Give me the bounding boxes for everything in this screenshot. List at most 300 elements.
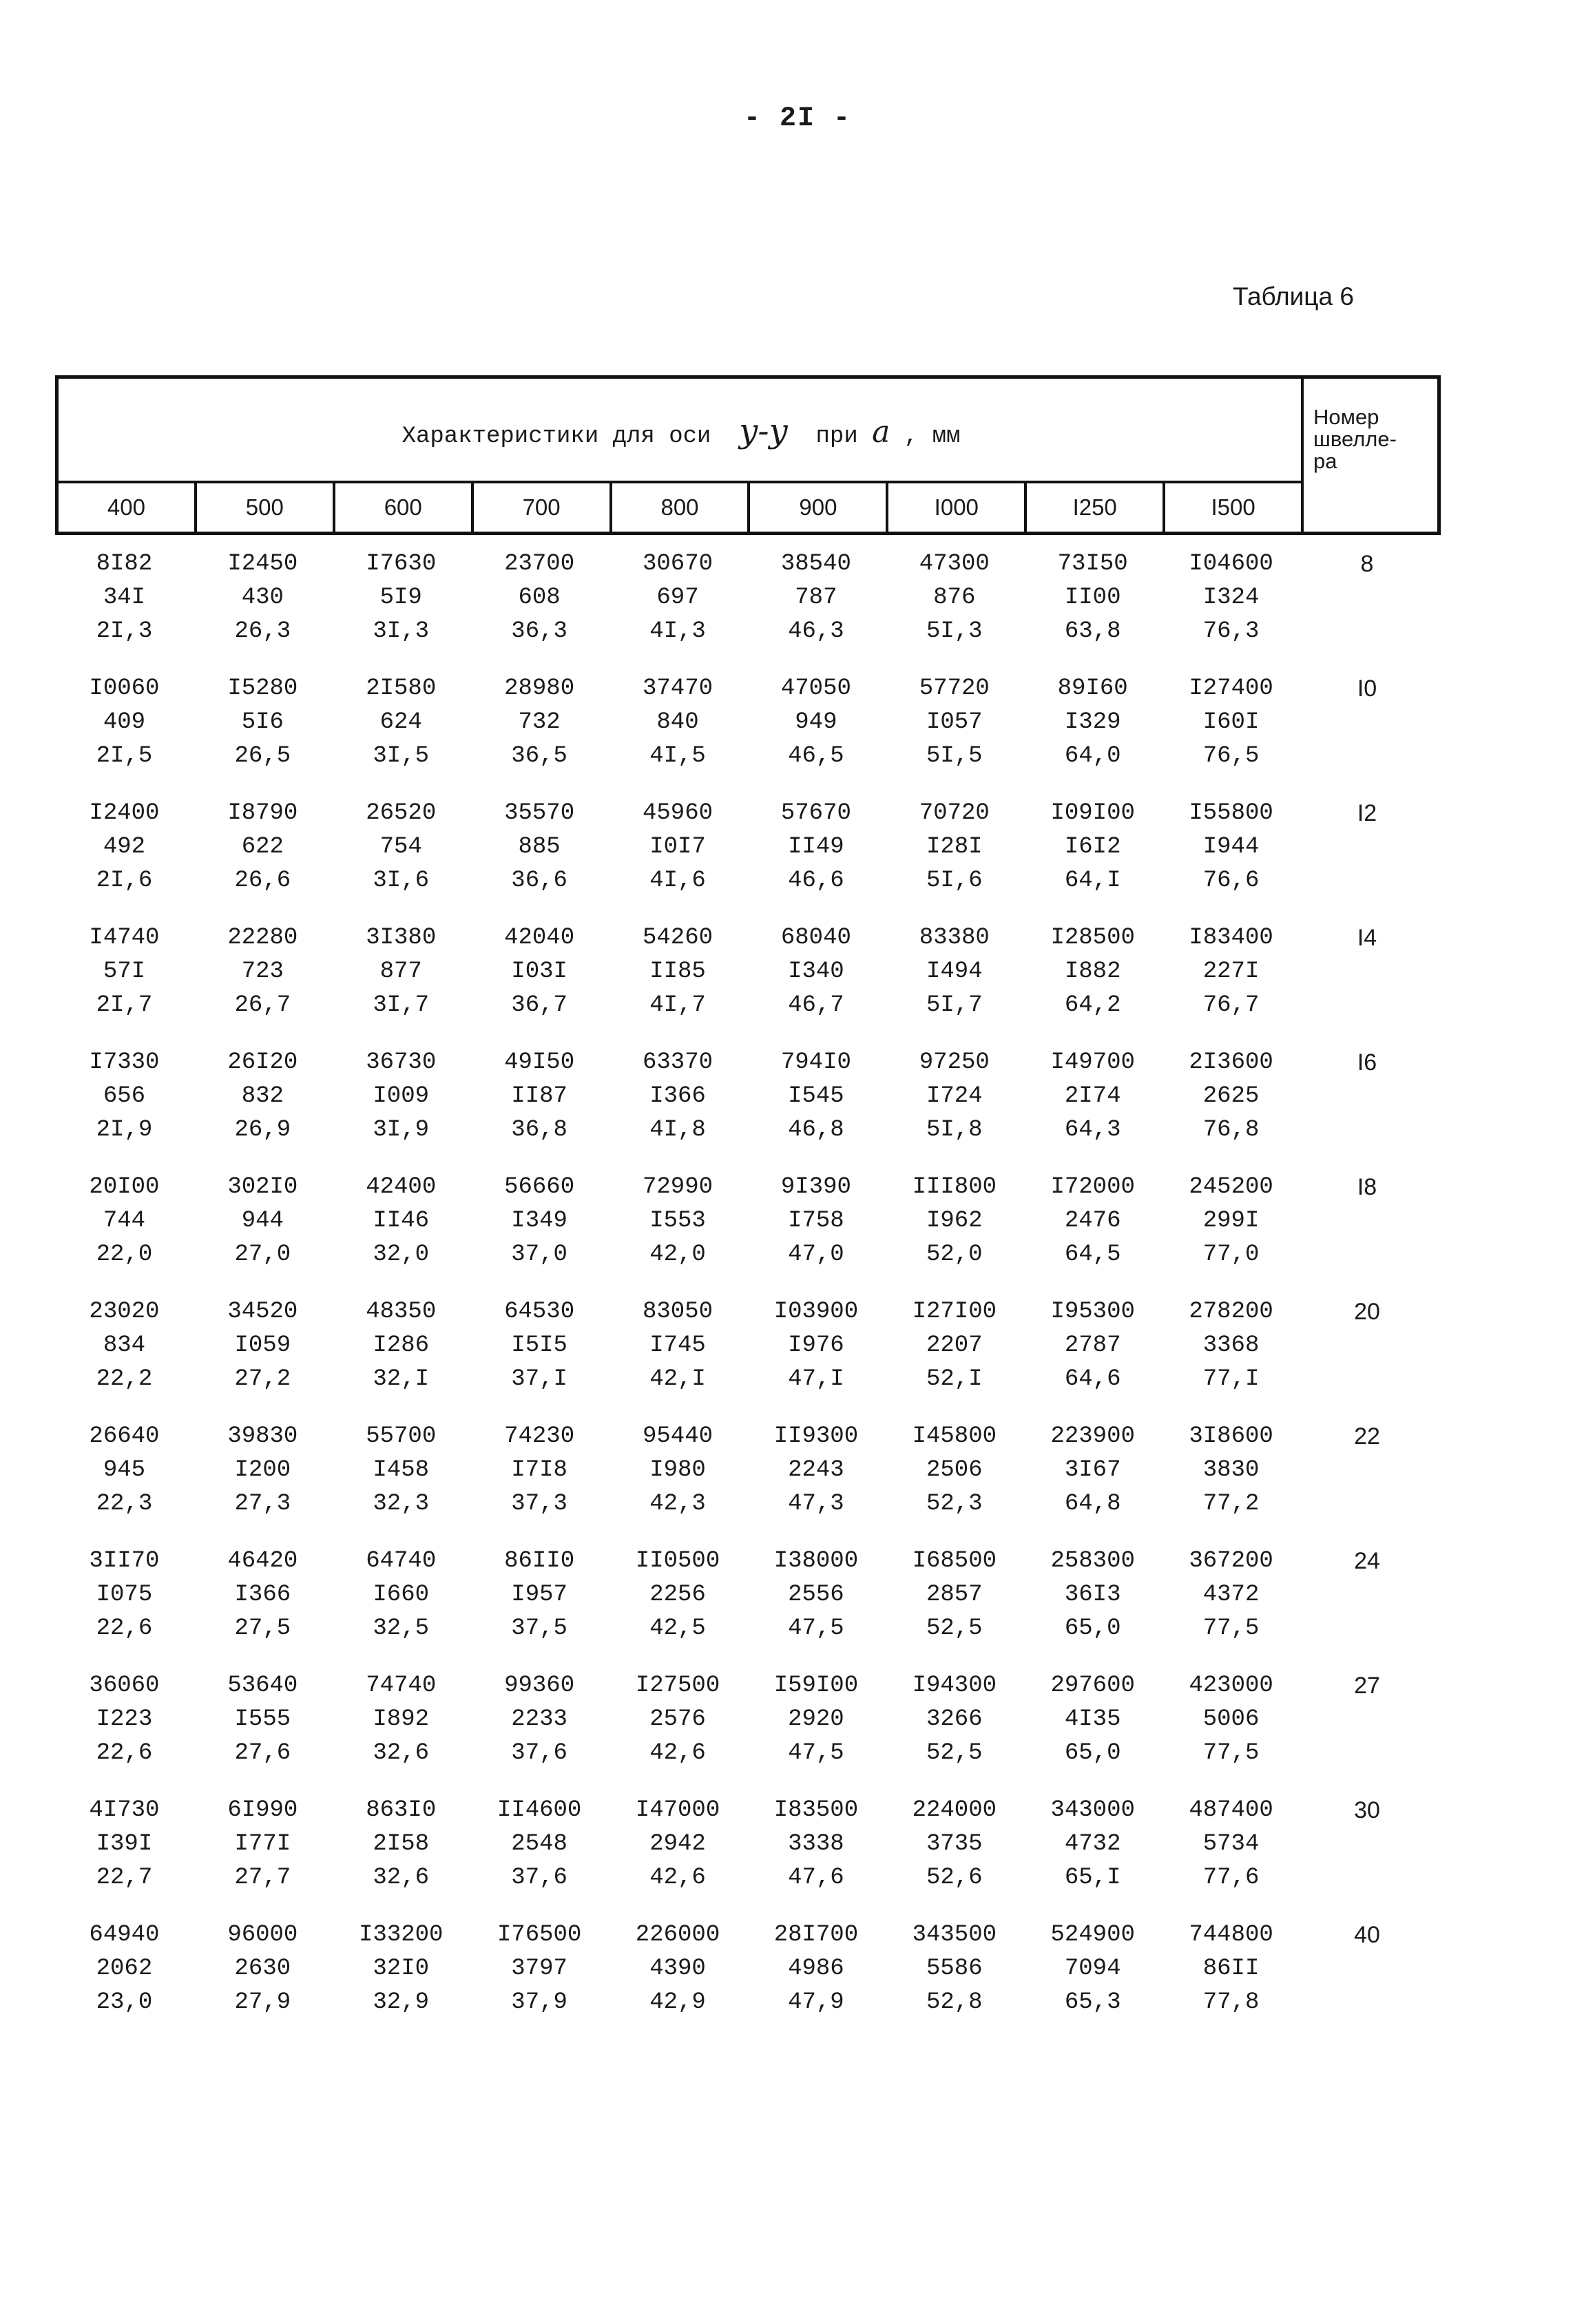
table-cell: 53640 xyxy=(227,1673,298,1699)
table-cell: 2630 xyxy=(234,1956,291,1982)
value-column xyxy=(55,1295,194,1420)
value-column xyxy=(332,1046,470,1171)
table-cell: I45800 xyxy=(912,1423,997,1449)
table-cell: 76,7 xyxy=(1202,992,1260,1018)
table-cell: 723 xyxy=(241,959,284,985)
table-cell: I33200 xyxy=(359,1922,444,1948)
table-cell: 409 xyxy=(103,709,146,735)
table-header xyxy=(55,375,1441,535)
value-column xyxy=(885,1918,1023,2043)
table-cell: 47050 xyxy=(780,676,851,702)
table-cell: I892 xyxy=(373,1706,430,1732)
header-title xyxy=(59,412,1304,450)
table-cell: 4I,6 xyxy=(649,868,706,894)
value-column xyxy=(747,1171,885,1295)
value-column xyxy=(747,1545,885,1669)
value-column xyxy=(1023,1794,1162,1918)
table-cell: 57I xyxy=(103,959,146,985)
table-cell: 86II0 xyxy=(504,1548,575,1574)
value-column xyxy=(55,797,194,921)
table-cell: I09I00 xyxy=(1050,800,1135,826)
row-values xyxy=(55,1295,1300,1420)
value-column xyxy=(747,1669,885,1794)
value-column xyxy=(885,547,1023,672)
table-cell: 26I20 xyxy=(227,1049,298,1076)
table-cell: 278200 xyxy=(1189,1299,1273,1325)
value-column xyxy=(1162,921,1300,1046)
table-cell: 76,8 xyxy=(1202,1117,1260,1143)
channel-number: I8 xyxy=(1357,1174,1377,1200)
table-cell: I366 xyxy=(649,1083,706,1109)
table-cell: I59I00 xyxy=(773,1673,859,1699)
table-cell: 32,6 xyxy=(373,1865,430,1891)
table-cell: 5I,8 xyxy=(926,1117,983,1143)
value-column xyxy=(1162,1794,1300,1918)
table-cell: II4600 xyxy=(497,1797,582,1823)
value-column xyxy=(1162,1669,1300,1794)
value-column xyxy=(609,1420,747,1545)
table-cell: I95300 xyxy=(1050,1299,1135,1325)
table-cell: 492 xyxy=(103,834,146,860)
value-column xyxy=(55,547,194,672)
value-column xyxy=(332,1295,470,1420)
table-cell: 2506 xyxy=(926,1457,983,1483)
value-column xyxy=(470,1545,609,1669)
table-cell: 832 xyxy=(241,1083,284,1109)
row-values xyxy=(55,921,1300,1046)
table-cell: I366 xyxy=(234,1582,291,1608)
table-cell: 2I580 xyxy=(366,676,437,702)
table-cell: 47,5 xyxy=(788,1615,844,1642)
table-cell: I075 xyxy=(96,1582,153,1608)
table-cell: 2576 xyxy=(649,1706,706,1732)
table-cell: I349 xyxy=(511,1208,567,1234)
table-cell: 3I,7 xyxy=(373,992,430,1018)
table-cell: 27,9 xyxy=(234,1989,291,2016)
table-cell: 47300 xyxy=(919,551,990,577)
table-cell: 47,9 xyxy=(788,1989,844,2016)
table-cell: I882 xyxy=(1064,959,1121,985)
table-cell: 49I50 xyxy=(504,1049,575,1076)
value-column xyxy=(470,1794,609,1918)
table-cell: 3830 xyxy=(1202,1457,1260,1483)
table-cell: 47,6 xyxy=(788,1865,844,1891)
table-cell: 8I82 xyxy=(96,551,153,577)
table-cell: I8790 xyxy=(227,800,298,826)
table-cell: 38540 xyxy=(780,551,851,577)
table-cell: 3I67 xyxy=(1064,1457,1121,1483)
table-cell: 45960 xyxy=(642,800,713,826)
table-cell: 34I xyxy=(103,585,146,611)
table-cell: 3I8600 xyxy=(1189,1423,1273,1449)
table-cell: I03I xyxy=(511,959,567,985)
table-cell: I7330 xyxy=(89,1049,160,1076)
table-cell: I27I00 xyxy=(912,1299,997,1325)
table-cell: 54260 xyxy=(642,925,713,951)
table-cell: 64,5 xyxy=(1064,1242,1121,1268)
table-cell: 949 xyxy=(795,709,837,735)
table-cell: 22,0 xyxy=(96,1242,153,1268)
table-cell: 64530 xyxy=(504,1299,575,1325)
value-column xyxy=(55,1918,194,2043)
value-column xyxy=(885,1171,1023,1295)
table-cell: 42,3 xyxy=(649,1491,706,1517)
table-cell: 885 xyxy=(518,834,561,860)
table-cell: 37,3 xyxy=(511,1491,567,1517)
table-cell: 37,9 xyxy=(511,1989,567,2016)
table-cell: I0060 xyxy=(89,676,160,702)
value-column xyxy=(609,1046,747,1171)
value-column xyxy=(1162,672,1300,797)
value-column xyxy=(609,672,747,797)
header-title-prefix: Характеристики для оси xyxy=(402,423,711,450)
table-cell: I545 xyxy=(788,1083,844,1109)
value-column xyxy=(747,1046,885,1171)
table-cell: I745 xyxy=(649,1332,706,1359)
table-cell: II9300 xyxy=(773,1423,859,1449)
table-cell: 37,I xyxy=(511,1366,567,1392)
table-cell: 47,3 xyxy=(788,1491,844,1517)
table-cell: 63370 xyxy=(642,1049,713,1076)
table-cell: I68500 xyxy=(912,1548,997,1574)
table-cell: II49 xyxy=(788,834,844,860)
table-cell: 5I,3 xyxy=(926,618,983,645)
table-cell: I60I xyxy=(1202,709,1260,735)
table-cell: II46 xyxy=(373,1208,430,1234)
table-cell: 732 xyxy=(518,709,561,735)
table-cell: 20I00 xyxy=(89,1174,160,1200)
table-row xyxy=(55,1171,1441,1295)
channel-number: 27 xyxy=(1354,1673,1380,1699)
channel-number: I2 xyxy=(1357,800,1377,826)
table-cell: 2233 xyxy=(511,1706,567,1732)
table-cell: I458 xyxy=(373,1457,430,1483)
table-cell: 36060 xyxy=(89,1673,160,1699)
value-column xyxy=(470,1046,609,1171)
table-cell: 430 xyxy=(241,585,284,611)
header-title-cell xyxy=(59,379,1304,483)
table-cell: 28I700 xyxy=(773,1922,859,1948)
table-cell: 3I,6 xyxy=(373,868,430,894)
table-cell: 26,9 xyxy=(234,1117,291,1143)
table-cell: 5734 xyxy=(1202,1831,1260,1857)
table-cell: 7094 xyxy=(1064,1956,1121,1982)
table-cell: I2400 xyxy=(89,800,160,826)
value-column xyxy=(747,672,885,797)
table-cell: 2I3600 xyxy=(1189,1049,1273,1076)
value-column xyxy=(609,547,747,672)
table-cell: 64,0 xyxy=(1064,743,1121,769)
value-column xyxy=(55,1046,194,1171)
table-cell: 26,6 xyxy=(234,868,291,894)
table-cell: 226000 xyxy=(635,1922,720,1948)
table-cell: 787 xyxy=(795,585,837,611)
table-cell: 36730 xyxy=(366,1049,437,1076)
table-cell: 4I,7 xyxy=(649,992,706,1018)
table-cell: I758 xyxy=(788,1208,844,1234)
row-values xyxy=(55,1918,1300,2043)
column-header: 700 xyxy=(474,483,612,532)
value-column xyxy=(194,921,332,1046)
table-cell: 32,I xyxy=(373,1366,430,1392)
table-cell: 487400 xyxy=(1189,1797,1273,1823)
value-column xyxy=(885,672,1023,797)
channel-number: I4 xyxy=(1357,925,1377,951)
table-cell: 65,3 xyxy=(1064,1989,1121,2016)
table-cell: 99360 xyxy=(504,1673,575,1699)
table-cell: 37,6 xyxy=(511,1740,567,1766)
table-cell: I059 xyxy=(234,1332,291,1359)
table-cell: 2I,9 xyxy=(96,1117,153,1143)
table-cell: 37,5 xyxy=(511,1615,567,1642)
table-cell: 23020 xyxy=(89,1299,160,1325)
table-cell: 32,5 xyxy=(373,1615,430,1642)
table-cell: 367200 xyxy=(1189,1548,1273,1574)
table-cell: 4732 xyxy=(1064,1831,1121,1857)
table-cell: 3I,5 xyxy=(373,743,430,769)
table-cell: 77,2 xyxy=(1202,1491,1260,1517)
value-column xyxy=(332,797,470,921)
table-cell: 64,6 xyxy=(1064,1366,1121,1392)
table-row xyxy=(55,672,1441,797)
table-cell: 42,0 xyxy=(649,1242,706,1268)
value-column xyxy=(609,797,747,921)
column-header: 900 xyxy=(750,483,888,532)
value-column xyxy=(609,1171,747,1295)
value-column xyxy=(609,1669,747,1794)
table-cell: 52,3 xyxy=(926,1491,983,1517)
value-column xyxy=(747,921,885,1046)
table-cell: 32,0 xyxy=(373,1242,430,1268)
table-row xyxy=(55,1545,1441,1669)
value-column xyxy=(747,547,885,672)
value-column xyxy=(1023,1669,1162,1794)
table-cell: 97250 xyxy=(919,1049,990,1076)
table-cell: 26640 xyxy=(89,1423,160,1449)
table-cell: I83500 xyxy=(773,1797,859,1823)
channel-number: 8 xyxy=(1360,551,1374,577)
table-cell: 34520 xyxy=(227,1299,298,1325)
table-cell: 2548 xyxy=(511,1831,567,1857)
table-row xyxy=(55,1794,1441,1918)
table-cell: 64740 xyxy=(366,1548,437,1574)
table-cell: I04600 xyxy=(1189,551,1273,577)
value-column xyxy=(1023,1295,1162,1420)
table-row xyxy=(55,1295,1441,1420)
table-cell: 22280 xyxy=(227,925,298,951)
value-column xyxy=(194,547,332,672)
table-cell: 77,I xyxy=(1202,1366,1260,1392)
channel-number: 24 xyxy=(1354,1548,1380,1574)
table-cell: 46420 xyxy=(227,1548,298,1574)
value-column xyxy=(332,1545,470,1669)
table-cell: 4390 xyxy=(649,1956,706,1982)
table-cell: 77,6 xyxy=(1202,1865,1260,1891)
value-column xyxy=(1162,1295,1300,1420)
table-cell: 27,2 xyxy=(234,1366,291,1392)
value-column xyxy=(885,1794,1023,1918)
table-cell: 22,6 xyxy=(96,1615,153,1642)
value-column xyxy=(1023,797,1162,921)
table-cell: 3735 xyxy=(926,1831,983,1857)
value-column xyxy=(1162,547,1300,672)
table-cell: I200 xyxy=(234,1457,291,1483)
table-cell: 834 xyxy=(103,1332,146,1359)
table-cell: 877 xyxy=(379,959,422,985)
table-cell: 70720 xyxy=(919,800,990,826)
table-cell: 343000 xyxy=(1050,1797,1135,1823)
table-cell: 4I35 xyxy=(1064,1706,1121,1732)
value-column xyxy=(1162,797,1300,921)
table-cell: I39I xyxy=(96,1831,153,1857)
table-cell: 6I990 xyxy=(227,1797,298,1823)
table-body xyxy=(55,547,1441,2043)
table-cell: 4I,8 xyxy=(649,1117,706,1143)
table-cell: 55700 xyxy=(366,1423,437,1449)
table-cell: 86II xyxy=(1202,1956,1260,1982)
table-cell: I27400 xyxy=(1189,676,1273,702)
value-column xyxy=(194,1420,332,1545)
value-column xyxy=(55,1171,194,1295)
value-column xyxy=(747,797,885,921)
table-cell: 73I50 xyxy=(1057,551,1128,577)
table-cell: 343500 xyxy=(912,1922,997,1948)
channel-number-header: Номер швелле- ра xyxy=(1313,405,1397,473)
table-cell: 5586 xyxy=(926,1956,983,1982)
value-column xyxy=(885,1669,1023,1794)
table-cell: 57670 xyxy=(780,800,851,826)
table-cell: 223900 xyxy=(1050,1423,1135,1449)
value-column xyxy=(1023,1420,1162,1545)
table-cell: 64,3 xyxy=(1064,1117,1121,1143)
table-cell: 2I,6 xyxy=(96,868,153,894)
table-cell: I7I8 xyxy=(511,1457,567,1483)
value-column xyxy=(332,672,470,797)
table-cell: 42,6 xyxy=(649,1740,706,1766)
table-cell: 77,8 xyxy=(1202,1989,1260,2016)
table-cell: I72000 xyxy=(1050,1174,1135,1200)
table-cell: 77,5 xyxy=(1202,1615,1260,1642)
axis-symbol: y-y xyxy=(739,412,788,450)
table-row xyxy=(55,1918,1441,2043)
table-cell: 3368 xyxy=(1202,1332,1260,1359)
table-cell: 9I390 xyxy=(780,1174,851,1200)
table-cell: 944 xyxy=(241,1208,284,1234)
table-cell: 22,6 xyxy=(96,1740,153,1766)
value-column xyxy=(332,1669,470,1794)
table-cell: 3338 xyxy=(788,1831,844,1857)
table-cell: I7630 xyxy=(366,551,437,577)
value-column xyxy=(332,1794,470,1918)
column-header: 400 xyxy=(59,483,197,532)
table-cell: 52,I xyxy=(926,1366,983,1392)
table-cell: 4986 xyxy=(788,1956,844,1982)
table-cell: 224000 xyxy=(912,1797,997,1823)
table-cell: 96000 xyxy=(227,1922,298,1948)
table-cell: 47,5 xyxy=(788,1740,844,1766)
table-cell: 4I,3 xyxy=(649,618,706,645)
value-column xyxy=(194,1295,332,1420)
table-cell: 26,3 xyxy=(234,618,291,645)
table-row xyxy=(55,797,1441,921)
table-cell: 95440 xyxy=(642,1423,713,1449)
table-cell: 2857 xyxy=(926,1582,983,1608)
table-cell: I660 xyxy=(373,1582,430,1608)
table-cell: 42,6 xyxy=(649,1865,706,1891)
table-cell: 65,0 xyxy=(1064,1740,1121,1766)
table-cell: 47,0 xyxy=(788,1242,844,1268)
table-cell: 744800 xyxy=(1189,1922,1273,1948)
value-column xyxy=(747,1420,885,1545)
value-column xyxy=(55,921,194,1046)
value-column xyxy=(1023,921,1162,1046)
table-cell: 258300 xyxy=(1050,1548,1135,1574)
table-cell: I94300 xyxy=(912,1673,997,1699)
table-cell: 3266 xyxy=(926,1706,983,1732)
table-cell: 46,5 xyxy=(788,743,844,769)
table-cell: I223 xyxy=(96,1706,153,1732)
value-column xyxy=(1023,1918,1162,2043)
table-cell: 42040 xyxy=(504,925,575,951)
table-cell: III800 xyxy=(912,1174,997,1200)
channel-number: 22 xyxy=(1354,1423,1380,1449)
value-column xyxy=(194,1545,332,1669)
table-row xyxy=(55,547,1441,672)
table-cell: 754 xyxy=(379,834,422,860)
table-cell: 65,I xyxy=(1064,1865,1121,1891)
table-cell: 36,3 xyxy=(511,618,567,645)
value-column xyxy=(194,1918,332,2043)
row-values xyxy=(55,1046,1300,1171)
value-column xyxy=(470,1295,609,1420)
table-cell: 624 xyxy=(379,709,422,735)
table-cell: 77,0 xyxy=(1202,1242,1260,1268)
table-cell: 27,6 xyxy=(234,1740,291,1766)
table-cell: 23,0 xyxy=(96,1989,153,2016)
table-cell: 227I xyxy=(1202,959,1260,985)
channel-number: 30 xyxy=(1354,1797,1380,1823)
table-row xyxy=(55,1420,1441,1545)
table-cell: 26,5 xyxy=(234,743,291,769)
table-cell: 37,0 xyxy=(511,1242,567,1268)
column-header: I500 xyxy=(1211,494,1255,520)
value-column xyxy=(194,797,332,921)
page-number: - 2I - xyxy=(743,103,852,134)
table-cell: 74740 xyxy=(366,1673,437,1699)
table-cell: 37470 xyxy=(642,676,713,702)
table-cell: 2625 xyxy=(1202,1083,1260,1109)
column-header: I000 xyxy=(888,483,1027,532)
column-header: 800 xyxy=(612,483,751,532)
table-cell: 52,0 xyxy=(926,1242,983,1268)
value-column xyxy=(885,1295,1023,1420)
table-cell: 63,8 xyxy=(1064,618,1121,645)
value-column xyxy=(470,921,609,1046)
table-cell: 32,9 xyxy=(373,1989,430,2016)
table-cell: II00 xyxy=(1064,585,1121,611)
value-column xyxy=(470,1669,609,1794)
table-cell: 3II70 xyxy=(89,1548,160,1574)
value-column xyxy=(1162,1545,1300,1669)
table-cell: I28I xyxy=(926,834,983,860)
table-cell: I057 xyxy=(926,709,983,735)
header-columns xyxy=(59,483,1304,532)
value-column xyxy=(1162,1420,1300,1545)
value-column xyxy=(609,1545,747,1669)
value-column xyxy=(470,1918,609,2043)
value-column xyxy=(609,1794,747,1918)
value-column xyxy=(194,1669,332,1794)
